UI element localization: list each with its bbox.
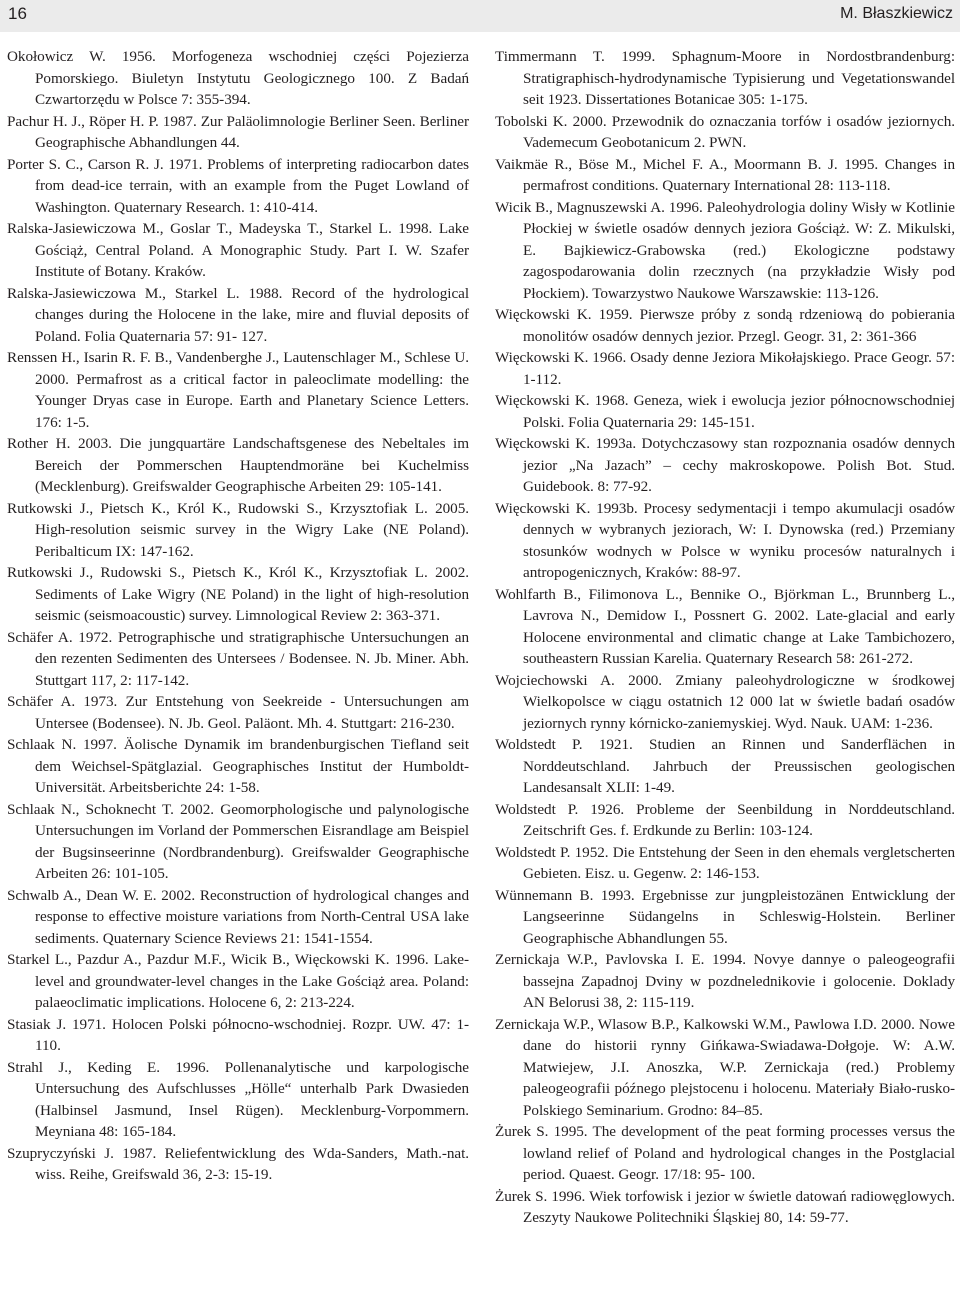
reference-entry: Rother H. 2003. Die jungquartäre Landschaftsgenese des Nebeltales im Bereich der Pommerschen Hauptendmoräne bei Kuchelmiss (Mecklenburg). Greifswalder Geographische Arbeiten 29: 105-141. <box>7 435 469 495</box>
reference-entry: Schlaak N. 1997. Äolische Dynamik im brandenburgischen Tiefland seit dem Weichsel-Spätglazial. Geographisches Institut der Humboldt-Universität. Arbeitsberichte 24: 1-58. <box>7 736 469 796</box>
reference-entry: Wicik B., Magnuszewski A. 1996. Paleohydrologia doliny Wisły w Kotlinie Płockiej w świetle osadów dennych jeziora Gościąż. W: Z. Mikulski, E. Bajkiewicz-Grabowska (red.) Ekologiczne podstawy zagospodarowania dolin rzecznych (na przykładzie Wisły pod Płockiem). Towarzystwo Naukowe Warszawskie: 113-126. <box>495 198 955 302</box>
reference-entry: Stasiak J. 1971. Holocen Polski północno-wschodniej. Rozpr. UW. 47: 1-110. <box>7 1015 469 1054</box>
references-left-column <box>7 46 469 1186</box>
reference-entry: Wohlfarth B., Filimonova L., Bennike O., Björkman L., Brunnberg L., Lavrova N., Demidow I., Possnert G. 2002. Late-glacial and early Holocene environmental and climatic change at Lake Tambichozero, southeastern Russian Karelia. Quaternary Research 58: 261-272. <box>495 585 955 667</box>
reference-entry: Żurek S. 1995. The development of the peat forming processes versus the lowland relief of Poland and hydrological changes in the Postglacial period. Quaest. Geogr. 17/18: 95- 100. <box>495 1123 955 1183</box>
reference-entry: Schlaak N., Schoknecht T. 2002. Geomorphologische und palynologische Untersuchungen im Vorland der Pommerschen Eisrandlage am Beispiel der Bugsinseerinne (Nordbrandenburg). Greifswalder Geographische Arbeiten 26: 101-105. <box>7 800 469 882</box>
page-number: 16 <box>8 4 27 23</box>
reference-entry: Pachur H. J., Röper H. P. 1987. Zur Paläolimnologie Berliner Seen. Berliner Geographische Abhandlungen 44. <box>7 112 469 151</box>
reference-entry: Wünnemann B. 1993. Ergebnisse zur jungpleistozänen Entwicklung der Langseerinne Südangelns in Schleswig-Holstein. Berliner Geographische Abhandlungen 55. <box>495 886 955 947</box>
reference-entry: Woldstedt P. 1952. Die Entstehung der Seen in den ehemals vergletscherten Gebieten. Eisz. u. Gegenw. 2: 146-153. <box>495 843 955 882</box>
reference-entry: Zernickaja W.P., Pavlovska I. E. 1994. Novye dannye o paleogeografii bassejna Zapadnoj Dviny w pozdnelednikovie i golocenie. Doklady AN Belorusi 38, 2: 115-119. <box>495 951 955 1011</box>
reference-entry: Porter S. C., Carson R. J. 1971. Problems of interpreting radiocarbon dates from dead-ice terrain, with an example from the Puget Lowland of Washington. Quaternary Research. 1: 410-414. <box>7 155 469 216</box>
reference-entry: Woldstedt P. 1921. Studien an Rinnen und Sanderflächen in Norddeutschland. Jahrbuch der Preussischen geologischen Landesansalt XLII: 1-49. <box>495 736 955 796</box>
reference-entry: Rutkowski J., Rudowski S., Pietsch K., Król K., Krzysztofiak L. 2002. Sediments of Lake Wigry (NE Poland) in the light of high-resolution seismic (seismoacoustic) survey. Limnological Review 2: 363-371. <box>7 564 469 624</box>
reference-entry: Więckowski K. 1959. Pierwsze próby z sondą rdzeniową do pobierania monolitów osadów dennych jezior. Przegl. Geogr. 31, 2: 361-366 <box>495 306 955 345</box>
reference-entry: Renssen H., Isarin R. F. B., Vandenberghe J., Lautenschlager M., Schlese U. 2000. Permafrost as a critical factor in paleoclimate modelling: the Younger Dryas case in Europe. Earth and Planetary Science Letters. 176: 1-5. <box>7 349 469 431</box>
reference-entry: Ralska-Jasiewiczowa M., Goslar T., Madeyska T., Starkel L. 1998. Lake Gościąż, Central Poland. A Monographic Study. Part I. W. Szafer Institute of Botany. Kraków. <box>7 220 469 280</box>
reference-entry: Więckowski K. 1966. Osady denne Jeziora Mikołajskiego. Prace Geogr. 57: 1-112. <box>495 349 955 388</box>
reference-entry: Szupryczyński J. 1987. Reliefentwicklung des Wda-Sanders, Math.-nat. wiss. Reihe, Greifswald 36, 2-3: 15-19. <box>7 1144 469 1183</box>
reference-entry: Schäfer A. 1972. Petrographische und stratigraphische Untersuchungen an den rezenten Sedimenten des Untersees / Bodensee. N. Jb. Miner. Abh. Stuttgart 117, 2: 117-142. <box>7 628 469 689</box>
page-header <box>0 0 960 32</box>
reference-entry: Rutkowski J., Pietsch K., Król K., Rudowski S., Krzysztofiak L. 2005. High-resolution seismic survey in the Wigry Lake (NE Poland). Peribalticum IX: 147-162. <box>7 499 469 560</box>
reference-entry: Ralska-Jasiewiczowa M., Starkel L. 1988. Record of the hydrological changes during the Holocene in the lake, mire and fluvial deposits of Poland. Folia Quaternaria 57: 91- 127. <box>7 284 469 345</box>
reference-entry: Wojciechowski A. 2000. Zmiany paleohydrologiczne w środkowej Wielkopolsce w ciągu ostatnich 12 000 lat w świetle badań osadów jeziornych rynny kórnicko-zaniemyskiej. Wyd. Nauk. UAM: 1-236. <box>495 671 955 732</box>
reference-entry: Strahl J., Keding E. 1996. Pollenanalytische und karpologische Untersuchung des Aufschlusses „Hölle“ unterhalb Park Dwasieden (Halbinsel Jasmund, Insel Rügen). Mecklenburg-Vorpommern. Meyniana 48: 165-184. <box>7 1058 469 1140</box>
reference-entry: Więckowski K. 1993a. Dotychczasowy stan rozpoznania osadów dennych jezior „Na Jazach” – cechy makroskopowe. Polish Bot. Stud. Guidebook. 8: 77-92. <box>495 435 955 495</box>
running-head-author: M. Błaszkiewicz <box>840 5 953 22</box>
reference-entry: Schwalb A., Dean W. E. 2002. Reconstruction of hydrological changes and response to effective moisture variations from North-Central USA lake sediments. Quaternary Science Reviews 21: 1541-1554. <box>7 886 469 947</box>
reference-entry: Schäfer A. 1973. Zur Entstehung von Seekreide - Untersuchungen am Untersee (Bodensee). N. Jb. Geol. Paläont. Mh. 4. Stuttgart: 216-230. <box>7 693 469 732</box>
reference-entry: Timmermann T. 1999. Sphagnum-Moore in Nordostbrandenburg: Stratigraphisch-hydrodynamische Typisierung und Vegetationswandel seit 1923. Dissertationes Botanicae 305: 1-175. <box>495 48 955 108</box>
references-right-column <box>495 46 955 1229</box>
reference-entry: Tobolski K. 2000. Przewodnik do oznaczania torfów i osadów jeziornych. Vademecum Geobotanicum 2. PWN. <box>495 112 955 151</box>
reference-entry: Żurek S. 1996. Wiek torfowisk i jezior w świetle datowań radiowęglowych. Zeszyty Naukowe Politechniki Śląskiej 80, 14: 59-77. <box>495 1187 955 1226</box>
reference-entry: Woldstedt P. 1926. Probleme der Seenbildung in Norddeutschland. Zeitschrift Ges. f. Erdkunde zu Berlin: 103-124. <box>495 800 955 839</box>
reference-entry: Starkel L., Pazdur A., Pazdur M.F., Wicik B., Więckowski K. 1996. Lake-level and groundwater-level changes in the Lake Gościąż area. Poland: palaeoclimatic implications. Holocene 6, 2: 213-224. <box>7 951 469 1011</box>
reference-entry: Więckowski K. 1993b. Procesy sedymentacji i tempo akumulacji osadów dennych w wybranych jeziorach, W: I. Dynowska (red.) Przemiany stosunków wodnych w Polsce w wyniku procesów naturalnych i antropogenicznych, Kraków: 88-97. <box>495 499 955 581</box>
reference-entry: Vaikmäe R., Böse M., Michel F. A., Moormann B. J. 1995. Changes in permafrost conditions. Quaternary International 28: 113-118. <box>495 155 955 194</box>
reference-entry: Okołowicz W. 1956. Morfogeneza wschodniej części Pojezierza Pomorskiego. Biuletyn Instytutu Geologicznego 100. Z Badań Czwartorzędu w Polsce 7: 355-394. <box>7 48 469 108</box>
reference-entry: Więckowski K. 1968. Geneza, wiek i ewolucja jezior północnowschodniej Polski. Folia Quaternaria 29: 145-151. <box>495 392 955 431</box>
reference-entry: Zernickaja W.P., Wlasow B.P., Kalkowski W.M., Pawlowa I.D. 2000. Nowe dane do historii rynny Gińkawa-Swiadawa-Dołgoje. W: A.W. Matwiejew, J.I. Anoszka, W.P. Zernickaja (red.) Problemy paleogeografii późnego plejstocenu i holocenu. Materiały Biało-rusko-Polskiego Seminarium. Grodno: 84–85. <box>495 1015 955 1119</box>
